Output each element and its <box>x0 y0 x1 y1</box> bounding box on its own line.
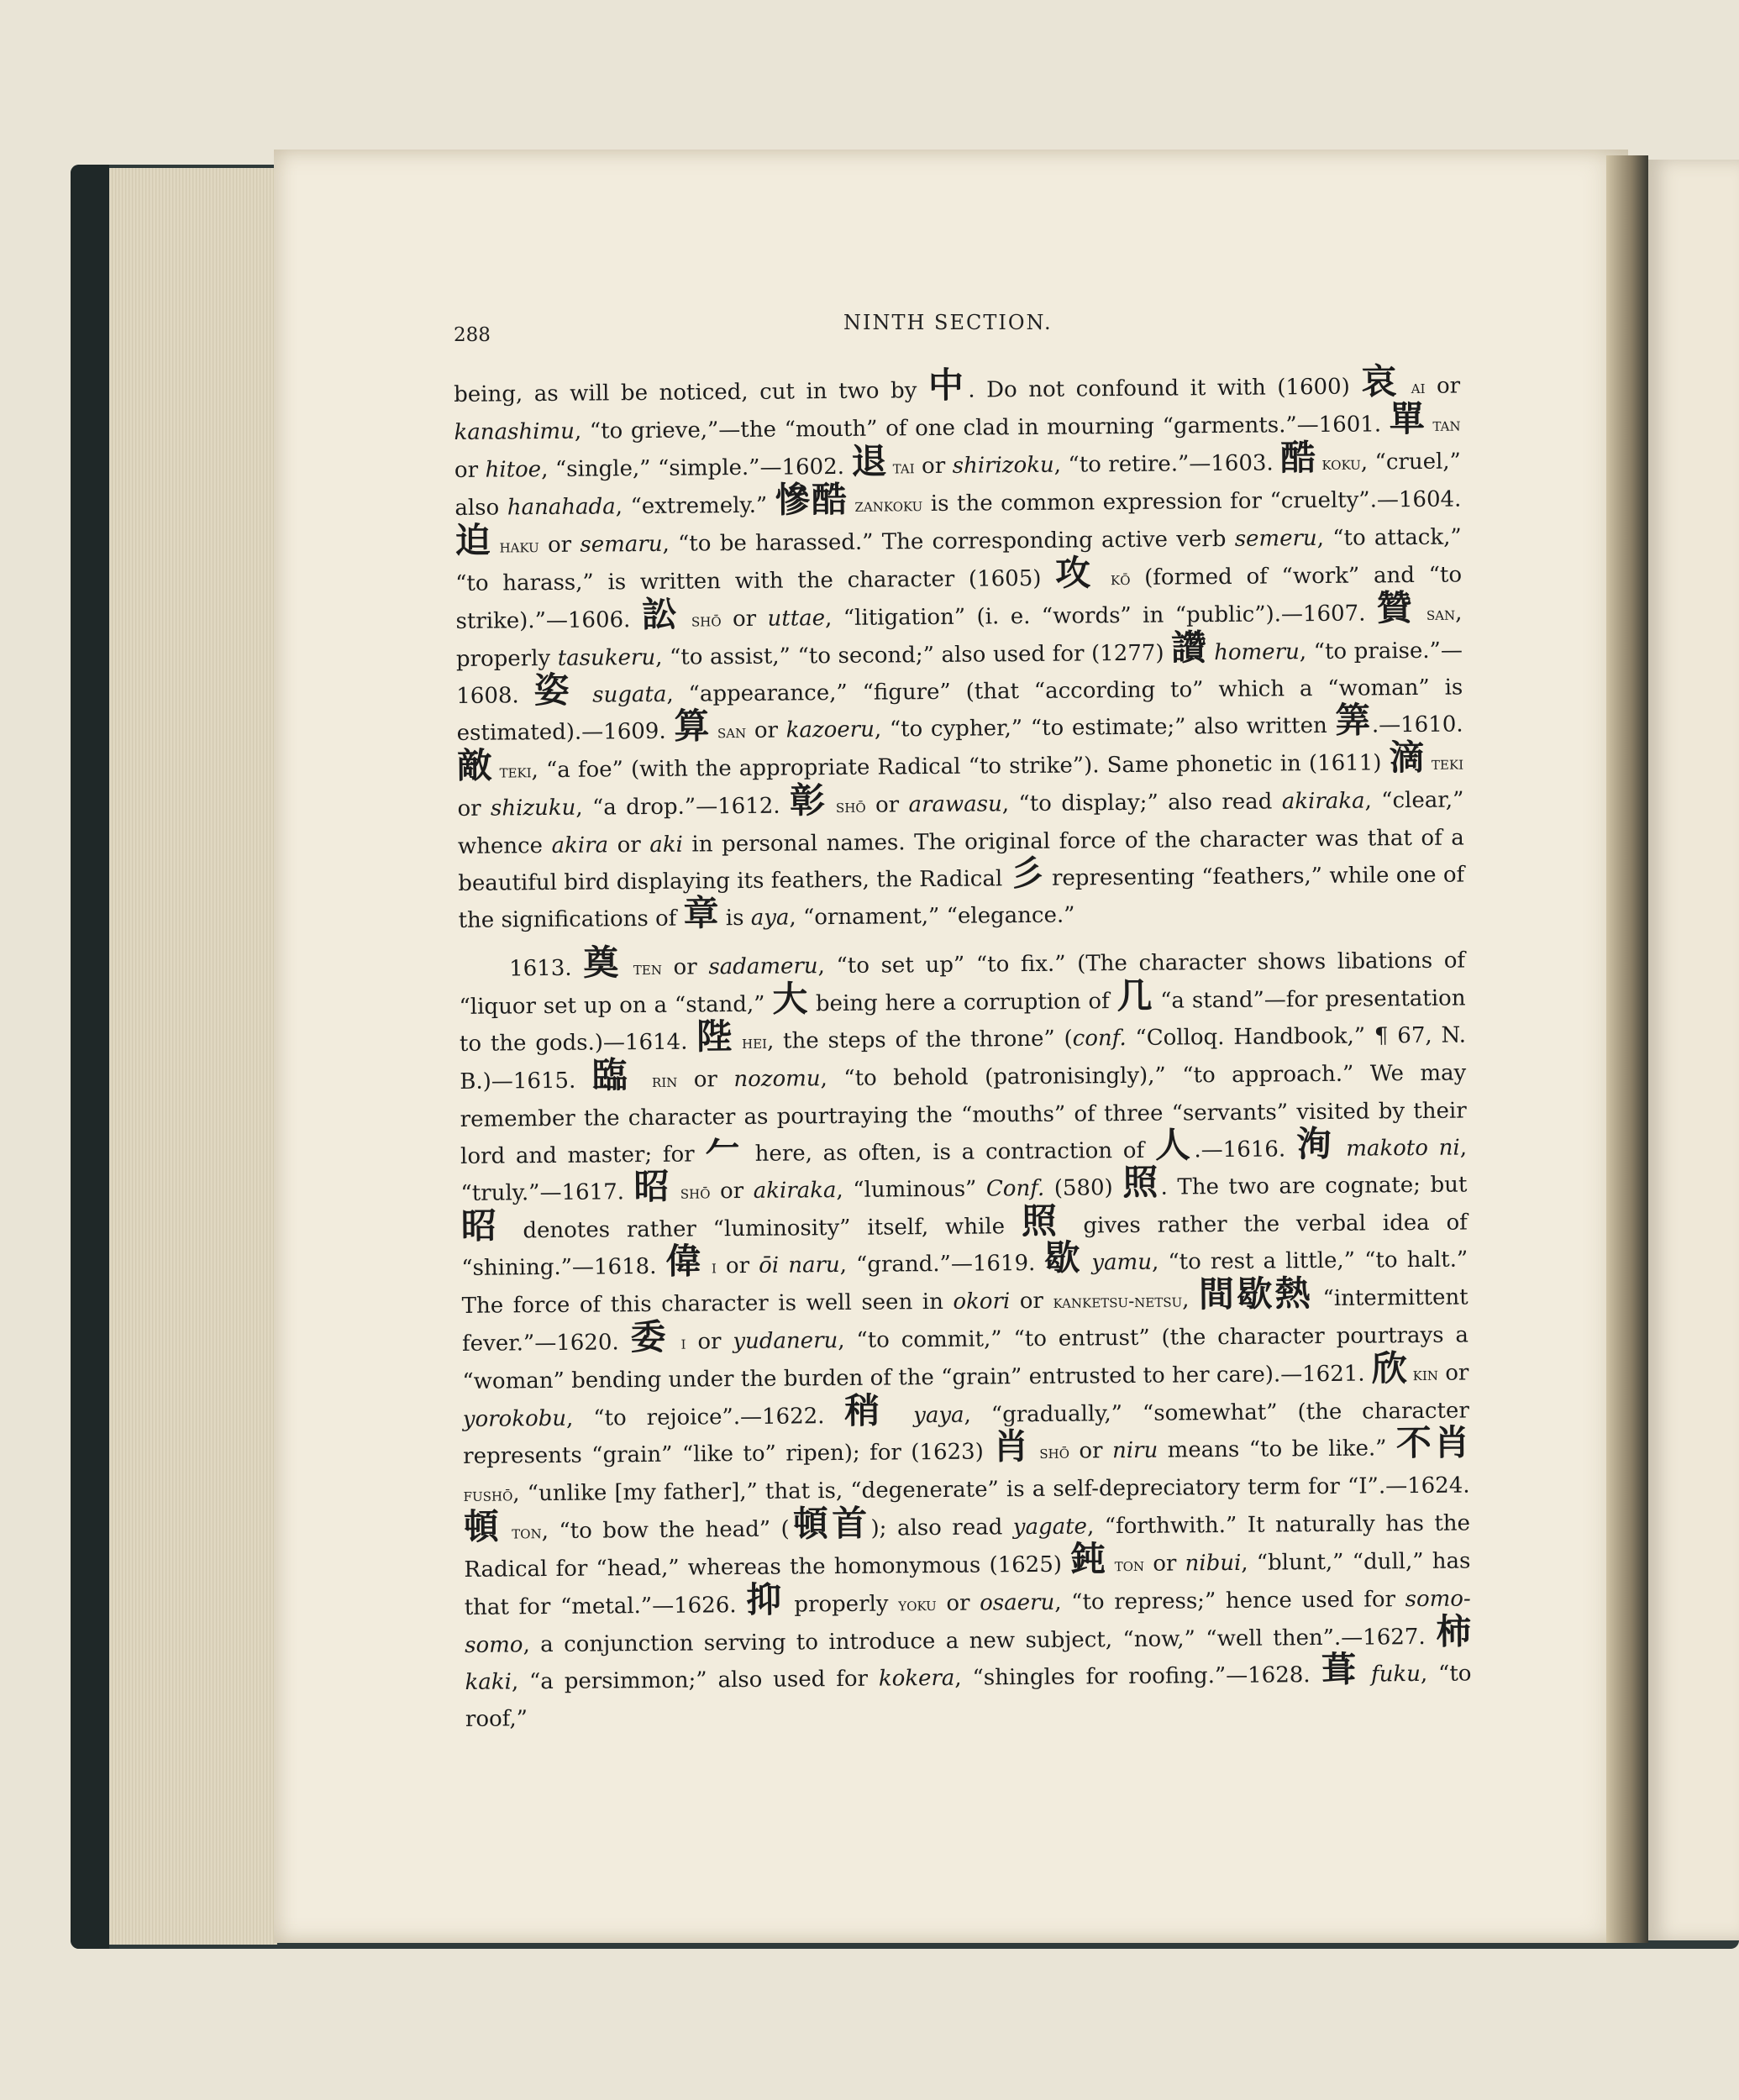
text-run: , the steps of the throne” ( <box>766 1026 1073 1054</box>
text-run: , “a foe” (with the appropriate Radical “to strike”). Same phonetic in (1611) <box>531 750 1390 784</box>
kanji-character: 攻 <box>1054 552 1098 594</box>
text-run: , “to be harassed.” The corresponding active verb <box>662 526 1235 557</box>
kanji-character: 𠂉 <box>705 1128 745 1170</box>
italic-term: akiraka <box>753 1178 837 1204</box>
text-run: , a conjunction serving to introduce a new subject, “now,” “well then”.—1627. <box>523 1624 1437 1658</box>
text-run: or <box>936 1590 980 1617</box>
kanji-character: 臨 <box>591 1054 638 1096</box>
text-run: , “a drop.”—1612. <box>575 793 791 821</box>
reading-small-caps: shō <box>680 610 722 631</box>
kanji-character: 章 <box>683 892 719 934</box>
text-run: , “unlike [my father],” that is, “degenerate” is a self-depreciatory term for “I”.—1624. <box>512 1473 1470 1507</box>
text-run: or <box>746 717 786 743</box>
text-run: 1613. <box>509 955 584 982</box>
kanji-character: 哀 <box>1361 360 1401 402</box>
italic-term: sugata <box>592 681 667 708</box>
text-run: or <box>607 832 650 858</box>
text-run: , “to rejoice”.—1622. <box>565 1403 845 1431</box>
text-run: , “to display;” also read <box>1001 789 1282 817</box>
italic-term: kaki <box>465 1669 512 1695</box>
italic-term: kazoeru <box>785 717 875 743</box>
kanji-character: 單 <box>1389 397 1426 440</box>
text-run: , “clear,” whence <box>457 787 1464 859</box>
text-run: or <box>721 606 768 633</box>
italic-term: Conf. <box>985 1175 1045 1202</box>
kanji-character: 鈍 <box>1069 1538 1108 1580</box>
reading-small-caps: shō <box>1031 1441 1070 1463</box>
text-run: or <box>457 795 491 822</box>
text-run: or <box>677 1067 734 1093</box>
kanji-character: 姿 <box>533 669 578 711</box>
kanji-character: 柿 <box>1435 1610 1472 1652</box>
reading-small-caps: koku <box>1316 453 1361 475</box>
kanji-character: 抑 <box>745 1578 785 1621</box>
kanji-character: 几 <box>1116 974 1153 1017</box>
text-run: being, as will be noticed, cut in two by <box>454 378 929 407</box>
text-run: , “luminous” <box>836 1176 987 1204</box>
italic-term: kanashimu <box>454 418 575 445</box>
text-run: in personal names. The original force of the character was that of a beautiful bird displaying its feathers, the Radical <box>458 825 1464 896</box>
reading-small-caps: tan <box>1426 414 1461 435</box>
text-run: , “appearance,” “figure” (that “according to” which a “woman” is estimated).—1609. <box>456 675 1463 746</box>
text-run: properly <box>784 1591 899 1618</box>
reading-small-caps: ton <box>1106 1554 1145 1576</box>
text-run: (formed of “work” and “to strike).”—1606. <box>455 562 1463 634</box>
text-run: , “blunt,” “dull,” has that for “metal.”—1626. <box>464 1548 1471 1620</box>
kanji-character: 奠 <box>583 942 623 984</box>
text-run: or <box>539 532 581 559</box>
text-run <box>1360 1662 1371 1688</box>
italic-term: yamu <box>1091 1249 1153 1276</box>
italic-term: semaru <box>580 531 663 558</box>
text-run: .—1610. <box>1371 711 1463 738</box>
italic-term: yorokobu <box>462 1405 567 1432</box>
italic-term: homeru <box>1214 639 1300 666</box>
kanji-character: 筭 <box>1335 699 1373 741</box>
italic-term: yagate <box>1012 1514 1088 1541</box>
text-run <box>1335 1137 1346 1162</box>
italic-term: ōi naru <box>759 1252 840 1278</box>
book-gutter <box>1606 155 1648 1943</box>
kanji-character: 彰 <box>789 780 828 822</box>
paragraph <box>459 942 1472 1738</box>
text-run: or <box>716 1252 759 1279</box>
text-run: , “to repress;” hence used for <box>1054 1587 1405 1615</box>
italic-term: arawasu <box>908 791 1002 818</box>
kanji-character: 迫 <box>454 519 492 561</box>
page-body <box>454 360 1472 1738</box>
reading-small-caps: i <box>670 1332 686 1353</box>
text-run: , “to assist,” “to second;” also used for (1277) <box>654 640 1172 670</box>
reading-small-caps: yoku <box>898 1594 937 1615</box>
italic-term: shirizoku <box>952 452 1054 479</box>
text-run <box>1082 1250 1091 1275</box>
text-run: (580) <box>1044 1175 1123 1201</box>
kanji-character: 肖 <box>992 1425 1032 1467</box>
italic-term: fuku <box>1370 1662 1421 1688</box>
kanji-character: 葺 <box>1321 1648 1361 1691</box>
text-run: or <box>454 457 486 483</box>
kanji-character: 照 <box>1021 1200 1067 1242</box>
reading-small-caps: kō <box>1097 568 1131 590</box>
kanji-character: 中 <box>927 364 969 407</box>
kanji-character: 歇 <box>1044 1236 1083 1278</box>
text-run: , “truly.”—1617. <box>460 1135 1468 1206</box>
reading-small-caps: shō <box>827 795 866 817</box>
italic-term: aya <box>750 905 790 931</box>
kanji-character: 委 <box>630 1315 671 1358</box>
reading-small-caps: zankoku <box>848 495 923 516</box>
running-head: NINTH SECTION. <box>843 311 1053 334</box>
kanji-character: 洵 <box>1295 1122 1336 1165</box>
kanji-character: 昭 <box>633 1165 672 1208</box>
text-run: , “ornament,” “elegance.” <box>789 902 1075 931</box>
book-spine-edge <box>71 165 109 1949</box>
text-run: denotes rather “luminosity” itself, while <box>506 1214 1022 1244</box>
kanji-character: 昭 <box>460 1205 507 1247</box>
text-run: here, as often, is a contraction of <box>743 1137 1156 1168</box>
text-run: , “cruel,” also <box>454 449 1462 521</box>
reading-small-caps: hei <box>733 1032 768 1053</box>
kanji-character: 陛 <box>696 1016 734 1058</box>
text-run: or <box>661 954 709 980</box>
text-run: , “to cypher,” “to estimate;” also written <box>874 712 1336 743</box>
italic-term: hanahada <box>507 494 616 521</box>
kanji-character: 頓首 <box>789 1502 871 1545</box>
text-run: gives rather the verbal idea of “shining.”—1618. <box>461 1210 1468 1281</box>
text-run: , “to rest a little,” “to halt.” The force of this character is well seen in <box>461 1247 1468 1319</box>
reading-small-caps: tai <box>886 457 915 478</box>
text-run: or <box>1069 1438 1113 1464</box>
text-run: or <box>686 1329 733 1355</box>
text-run: or <box>1437 1360 1469 1386</box>
italic-term: yudaneru <box>733 1328 838 1355</box>
text-run: , properly <box>455 600 1463 672</box>
kanji-character: 算 <box>674 705 711 747</box>
text-run: . Do not confound it with (1600) <box>968 374 1362 403</box>
kanji-character: 退 <box>851 440 887 482</box>
text-run: , “grand.”—1619. <box>839 1250 1045 1278</box>
text-run: , “to praise.”—1608. <box>456 638 1463 709</box>
text-run: , “extremely.” <box>615 492 775 520</box>
reading-small-caps: shō <box>671 1182 711 1203</box>
text-run: “intermittent fever.”—1620. <box>461 1284 1468 1357</box>
text-run: , “to commit,” “to entrust” (the character pourtrays a “woman” bending under the burden of the “grain” entrusted to her care).—1621. <box>462 1322 1469 1394</box>
italic-term: somo-somo <box>465 1586 1471 1658</box>
kanji-character: 欣 <box>1371 1347 1408 1389</box>
italic-term: uttae <box>767 606 826 632</box>
italic-term: yaya <box>913 1402 964 1429</box>
text-run: , <box>1182 1287 1200 1313</box>
kanji-character: 偉 <box>665 1240 704 1282</box>
italic-term: conf. <box>1072 1026 1127 1052</box>
text-run: being here a corruption of <box>807 989 1117 1017</box>
italic-term: aki <box>649 832 684 858</box>
text-run: is <box>718 905 751 932</box>
italic-term: akira <box>551 832 609 859</box>
reading-small-caps: ai <box>1400 376 1426 398</box>
paragraph <box>454 360 1465 939</box>
reading-small-caps: i <box>703 1257 717 1278</box>
italic-term: makoto ni <box>1346 1135 1460 1162</box>
reading-small-caps: teki <box>492 761 532 782</box>
text-run: , “a persimmon;” also used for <box>511 1666 880 1695</box>
page-number: 288 <box>454 324 491 346</box>
text-run: , “single,” “simple.”—1602. <box>540 454 852 483</box>
reading-small-caps: rin <box>636 1070 678 1092</box>
reading-small-caps: san <box>710 721 747 743</box>
text-run: .—1616. <box>1194 1137 1297 1163</box>
reading-small-caps: kin <box>1406 1363 1439 1385</box>
text-run: , “gradually,” “somewhat” (the character represents “grain” “like to” ripen); for (1623) <box>463 1398 1469 1469</box>
kanji-character: 人 <box>1154 1124 1195 1166</box>
text-run: or <box>865 792 909 818</box>
reading-small-caps: kanketsu-netsu <box>1053 1290 1183 1312</box>
kanji-character: 不肖 <box>1395 1421 1470 1464</box>
reading-small-caps: ten <box>623 958 663 979</box>
italic-term: shizuku <box>490 795 576 822</box>
text-run: , “to set up” “to fix.” (The character shows libations of “liquor set up on a “stand,” <box>459 948 1466 1020</box>
italic-term: niru <box>1111 1437 1158 1464</box>
kanji-character: 滴 <box>1389 736 1426 779</box>
kanji-character: 慘酷 <box>775 478 848 521</box>
kanji-character: 讚 <box>1170 627 1207 669</box>
text-run: or <box>710 1178 754 1205</box>
text-run: , “to retire.”—1603. <box>1053 450 1281 478</box>
italic-term: hitoe <box>485 457 542 483</box>
text-run: , “shingles for roofing.”—1628. <box>954 1662 1321 1691</box>
kanji-character: 酷 <box>1279 437 1316 479</box>
italic-term: kokera <box>878 1665 955 1692</box>
text-run: “Colloq. Handbook,” ¶ 67, N. B.)—1615. <box>460 1022 1467 1095</box>
kanji-character: 間歇熱 <box>1198 1273 1314 1315</box>
kanji-character: 訟 <box>641 593 682 636</box>
text-run: , “to behold (patronisingly),” “to approach.” We may remember the character as pourtraying the “mouths” of three “servants” visited by their lord and master; for <box>460 1060 1467 1169</box>
text-run: , “to grieve,”—the “mouth” of one clad in mourning “garments.”—1601. <box>574 412 1390 444</box>
text-run: or <box>1143 1551 1185 1577</box>
text-run: “a stand”—for presentation to the gods.)—1614. <box>459 985 1466 1057</box>
italic-term: okori <box>953 1289 1011 1315</box>
kanji-character: 贊 <box>1376 587 1417 629</box>
kanji-character: 照 <box>1122 1161 1161 1204</box>
italic-term: tasukeru <box>557 644 656 671</box>
text-run: , “forthwith.” It naturally has the Radical for “head,” whereas the homonymous (1625) <box>464 1510 1471 1583</box>
page-block-edges <box>109 168 277 1945</box>
text-run: means “to be like.” <box>1158 1436 1397 1463</box>
text-run: . The two are cognate; but <box>1160 1172 1468 1200</box>
kanji-character: 大 <box>772 978 809 1020</box>
reading-small-caps: san <box>1416 603 1456 625</box>
text-run: , “to attack,” “to harass,” is written with the character (1605) <box>455 524 1462 596</box>
text-run: is the common expression for “cruelty”.—1604. <box>922 486 1462 517</box>
text-run: or <box>1010 1288 1053 1315</box>
italic-term: semeru <box>1234 526 1317 552</box>
italic-term: osaeru <box>980 1589 1055 1616</box>
italic-term: nozomu <box>733 1066 821 1093</box>
kanji-character: 稍 <box>844 1389 894 1431</box>
reading-small-caps: teki <box>1425 753 1464 774</box>
reading-small-caps: fushō <box>463 1484 513 1505</box>
text-run: or <box>1425 373 1461 399</box>
text-run: , “to bow the head” ( <box>541 1516 790 1545</box>
text-run: or <box>914 453 953 480</box>
text-run: representing “feathers,” while one of the significations of <box>458 862 1465 933</box>
kanji-character: 彡 <box>1009 852 1045 895</box>
reading-small-caps: ton <box>502 1522 542 1543</box>
text-run <box>577 683 592 708</box>
kanji-character: 敵 <box>456 744 494 786</box>
text-run: , “to roof,” <box>465 1661 1472 1732</box>
reading-small-caps: haku <box>491 536 539 557</box>
right-page-edge <box>1648 160 1739 1940</box>
text-run: ); also read <box>870 1515 1013 1541</box>
kanji-character: 頓 <box>463 1505 503 1547</box>
text-run: , “litigation” (i. e. “words” in “public”).—1607. <box>824 601 1377 632</box>
italic-term: sadameru <box>708 953 818 980</box>
text-run <box>893 1403 913 1428</box>
italic-term: akiraka <box>1281 788 1365 815</box>
italic-term: nibui <box>1185 1550 1242 1577</box>
